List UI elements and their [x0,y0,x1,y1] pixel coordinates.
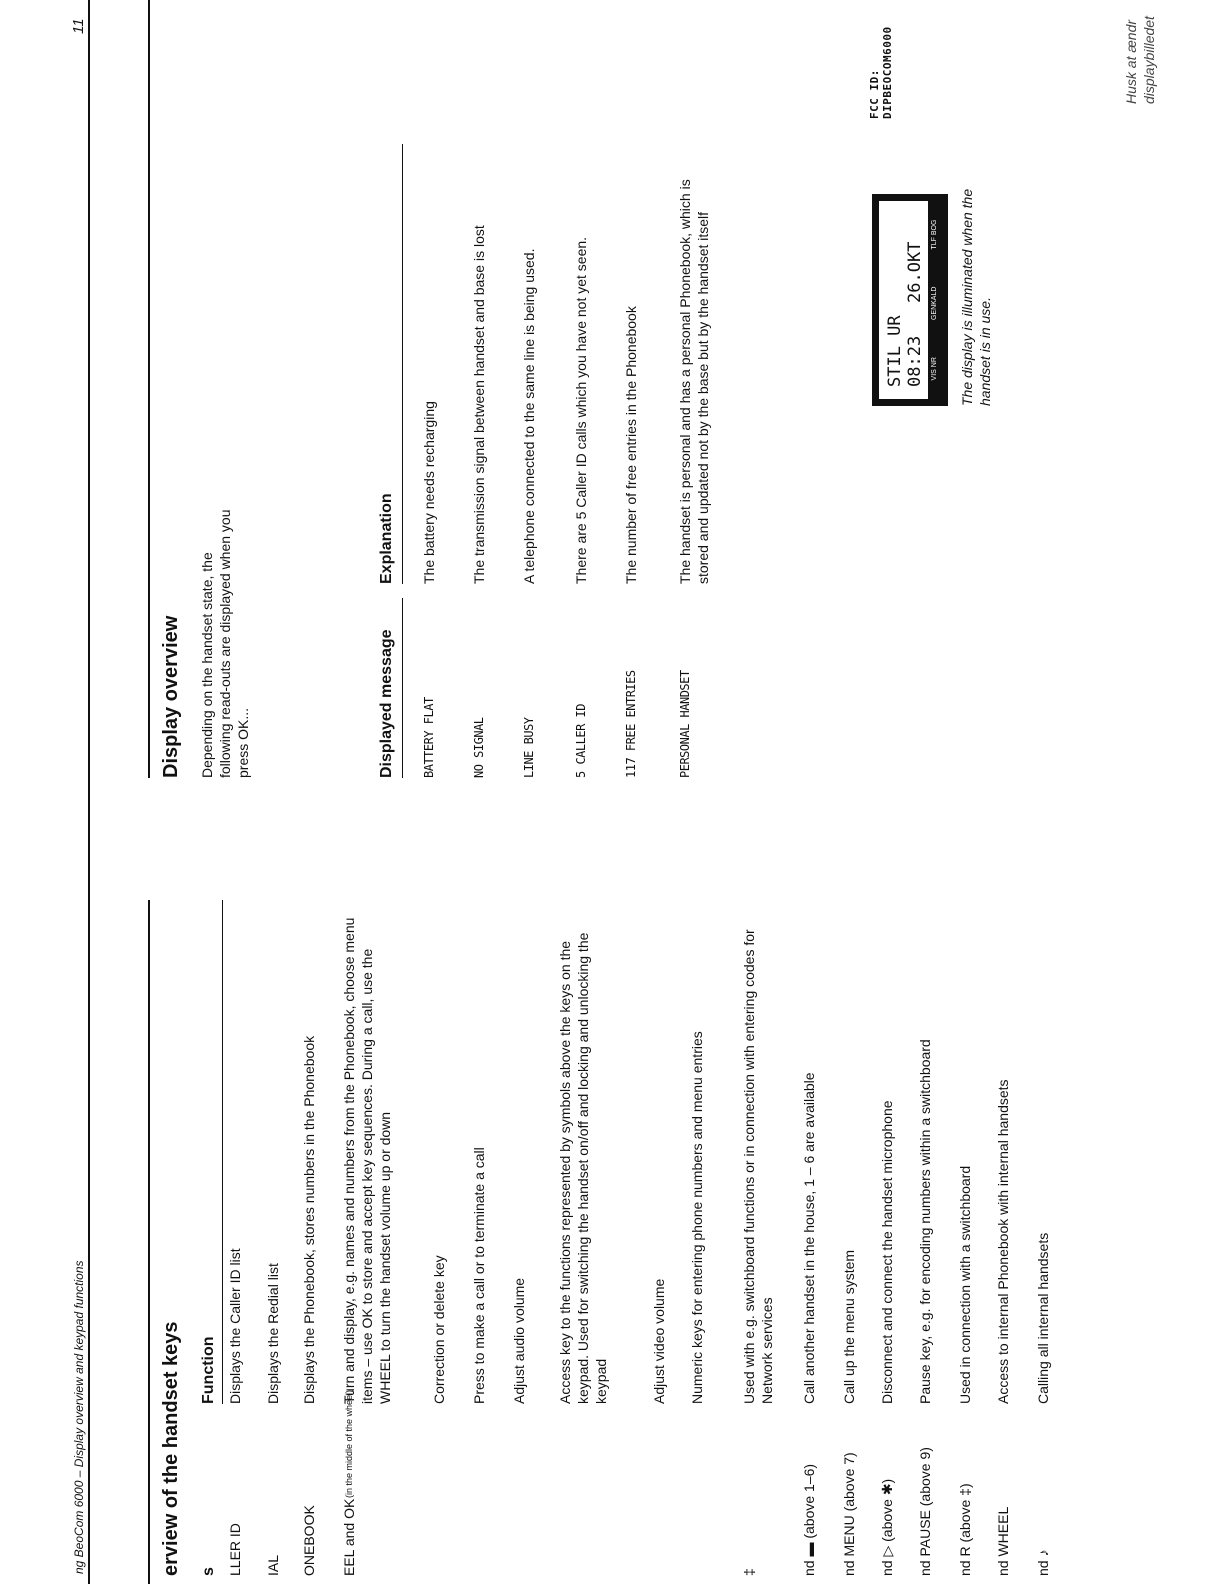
display-message: BATTERY FLAT [422,697,436,778]
function-column-header: Function [200,1336,217,1404]
key-label: nd ▷ (above ✱) [879,1478,895,1576]
page-number: 11 [70,18,87,34]
display-line-1: STIL UR [885,315,905,387]
key-note: (in the middle of the wheel) [344,1389,354,1498]
key-function: Displays the Phonebook, stores numbers in the Phonebook [301,1035,317,1404]
key-function: Numeric keys for entering phone numbers and menu entries [689,1031,705,1404]
explanation-column-header: Explanation [378,493,395,584]
key-function: Used in connection with a switchboard [957,1165,973,1404]
handset-display-illustration [872,194,948,406]
message-explanation: The number of free entries in the Phonebook [623,306,639,584]
header-rule-bracket [72,789,90,884]
running-title: ng BeoCom 6000 – Display overview and keypad functions [72,1260,86,1574]
key-function: Press to make a call or to terminate a call [471,1147,487,1404]
display-caption: The display is illuminated when the handset is in use. [959,188,993,406]
key-label: ONEBOOK [301,1505,317,1576]
key-function: Call another handset in the house, 1 – 6 are available [801,1072,817,1404]
header-rule-left [88,884,90,1584]
key-function: Pause key, e.g. for encoding numbers within a switchboard [917,1039,933,1404]
fcc-id: FCC ID: DIPBEOCOM6000 [868,26,894,119]
key-label: IAL [265,1554,281,1576]
keys-section-title: erview of the handset keys [160,1321,182,1576]
key-label: nd ♪ [1035,1549,1051,1576]
key-function: Call up the menu system [841,1249,857,1404]
key-function: Displays the Caller ID list [227,1248,243,1404]
left-section-rule [148,900,150,1584]
display-date: 26.OKT [905,241,925,303]
right-section-rule [148,0,150,778]
header-rule-right [88,0,90,789]
softkey-label-1: VIS NR [931,357,938,381]
key-label: nd WHEEL [995,1506,1011,1576]
margin-note-line-1: Husk at ændr [1123,19,1139,104]
message-explanation: The handset is personal and has a personal Phonebook, which is stored and updated not by the base but by the handset itself [677,179,711,584]
key-function: Used with e.g. switchboard functions or in connection with entering codes for Network services [741,929,775,1404]
key-function: Turn and display, e.g. names and numbers from the Phonebook, choose menu items – use OK to store and accept key sequences. During a call, use the WHEEL to turn the handset volume up or down [341,917,393,1404]
message-explanation: The battery needs recharging [421,401,437,584]
key-function: Correction or delete key [431,1255,447,1404]
display-message: PERSONAL HANDSET [678,670,692,778]
explanation-header-rule [402,144,403,584]
key-label: nd R (above ‡) [957,1483,973,1576]
display-intro: Depending on the handset state, the following read-outs are displayed when you press OK... [199,509,251,778]
key-label: nd MENU (above 7) [841,1452,857,1576]
message-explanation: The transmission signal between handset and base is lost [471,225,487,584]
key-function: Access key to the functions represented by symbols above the keys on the keypad. Used for switching the handset on/off and locking and unlocking the keypad [557,932,609,1404]
message-explanation: There are 5 Caller ID calls which you have not yet seen. [573,236,589,584]
key-function: Adjust audio volume [511,1277,527,1404]
display-time: 08:23 [905,335,925,387]
key-function: Adjust video volume [651,1278,667,1404]
key-label: LLER ID [227,1523,243,1576]
key-function: Displays the Redial list [265,1263,281,1404]
key-label: nd ▬ (above 1–6) [801,1463,817,1576]
keys-column-header: s [200,1567,217,1576]
message-column-header: Displayed message [378,629,395,778]
margin-note-line-2: displaybilledet [1141,16,1157,104]
display-softkey-bar [928,201,941,399]
display-message: 5 CALLER ID [574,704,588,778]
display-section-title: Display overview [160,615,182,778]
key-function: Calling all internal handsets [1035,1232,1051,1404]
softkey-label-2: GENKALD [931,286,938,321]
key-label: nd PAUSE (above 9) [917,1447,933,1576]
message-explanation: A telephone connected to the same line is being used. [521,248,537,584]
key-function: Access to internal Phonebook with internal handsets [995,1079,1011,1404]
key-label: EEL and OK [341,1498,357,1576]
display-message: LINE BUSY [522,717,536,778]
key-label: ‡ [741,1568,757,1576]
keys-header-rule [222,900,223,1404]
softkey-label-3: TLF BOG [931,219,938,250]
display-message: 117 FREE ENTRIES [624,670,638,778]
key-function: Disconnect and connect the handset microphone [879,1100,895,1404]
display-message: NO SIGNAL [472,717,486,778]
message-header-rule [402,598,403,778]
